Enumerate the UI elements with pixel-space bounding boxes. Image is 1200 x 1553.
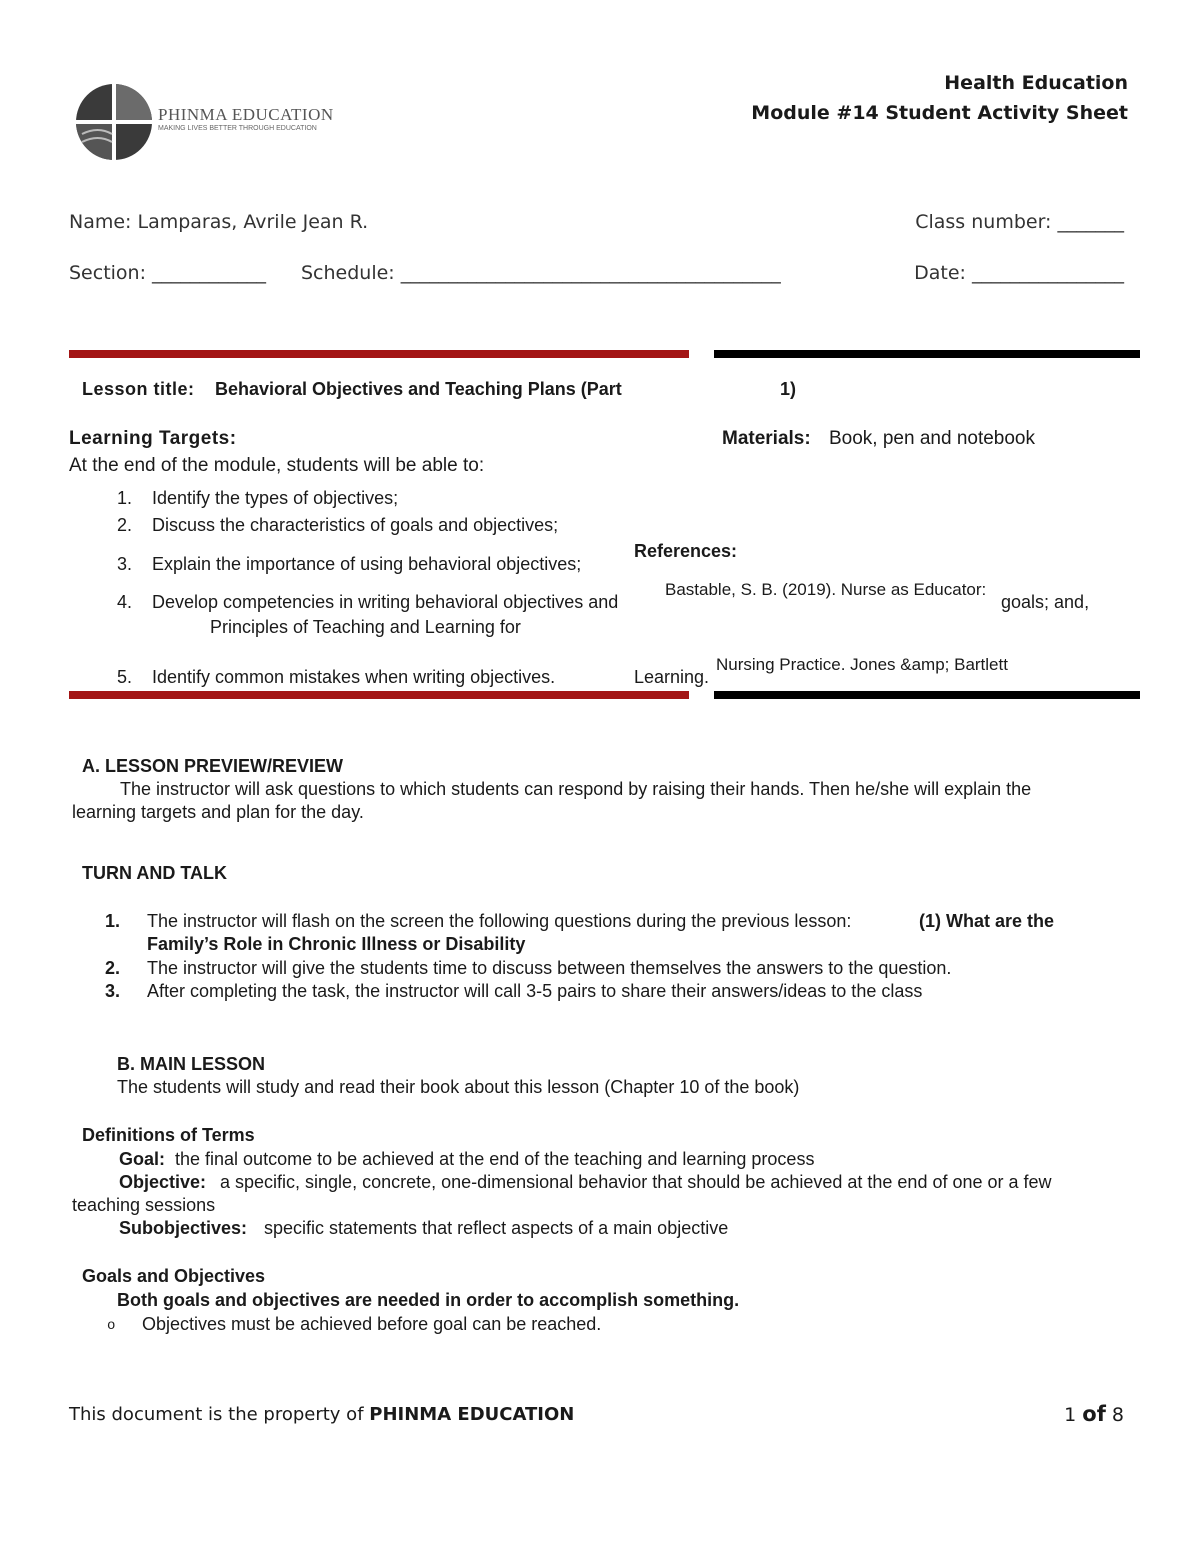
objective-definition: a specific, single, concrete, one-dimensional behavior that should be achieved at the end of one or a few [220, 1172, 1052, 1192]
preview-text: The instructor will ask questions to which students can respond by raising their hands. Then he/she will explain the [120, 779, 1032, 799]
target-number: 2. [117, 515, 133, 535]
references-label: References: [634, 541, 738, 561]
reference-line: Nursing Practice. Jones &amp; Bartlett [716, 655, 1008, 674]
turn-talk-item: The instructor will give the students time to discuss between themselves the answers to the question. [147, 958, 952, 978]
subobjectives-definition: specific statements that reflect aspects of a main objective [264, 1218, 729, 1238]
logo-tagline: MAKING LIVES BETTER THROUGH EDUCATION [158, 125, 317, 132]
targets-intro: At the end of the module, students will be able to: [69, 455, 485, 476]
footer-property [69, 1404, 574, 1426]
page-current: 1 [1064, 1404, 1077, 1426]
goal-definition: the final outcome to be achieved at the end of the teaching and learning process [175, 1149, 815, 1169]
turn-talk-question: (1) What are the [919, 911, 1055, 931]
lesson-title-label: Lesson title: [82, 379, 195, 399]
target-item-continued: Principles of Teaching and Learning for [210, 617, 521, 637]
goals-heading: Goals and Objectives [82, 1266, 266, 1286]
turn-talk-item: After completing the task, the instructor will call 3-5 pairs to share their answers/ideas to the class [147, 981, 923, 1001]
student-name: Name: Lamparas, Avrile Jean R. [69, 211, 369, 233]
preview-heading: A. LESSON PREVIEW/REVIEW [82, 756, 344, 776]
main-lesson-heading: B. MAIN LESSON [117, 1054, 266, 1074]
target-number: 1. [117, 488, 133, 508]
top-red-bar [69, 350, 689, 358]
bottom-black-bar [714, 691, 1140, 699]
objective-definition-continued: teaching sessions [72, 1195, 216, 1215]
target-item: Discuss the characteristics of goals and objectives; [152, 515, 559, 535]
target-item: Explain the importance of using behavioral objectives; [152, 554, 582, 574]
turn-talk-item: The instructor will flash on the screen the following questions during the previous lesson: [147, 911, 852, 931]
target-number: 5. [117, 667, 133, 687]
schedule-field: Schedule: ________________________________________ [301, 262, 781, 284]
turn-talk-number: 1. [105, 911, 121, 931]
target-item: Identify common mistakes when writing objectives. [152, 667, 556, 687]
turn-talk-question-continued: Family’s Role in Chronic Illness or Disability [147, 934, 526, 954]
top-black-bar [714, 350, 1140, 358]
class-number: Class number: _______ [915, 211, 1124, 233]
objective-term: Objective: [119, 1172, 207, 1192]
goal-term: Goal: [119, 1149, 166, 1169]
target-item: Identify the types of objectives; [152, 488, 399, 508]
module-title: Module #14 Student Activity Sheet [751, 102, 1128, 124]
lesson-title-part: 1) [780, 379, 797, 399]
page-number [1064, 1403, 1124, 1426]
materials-label: Materials: [722, 428, 811, 449]
materials-value: Book, pen and notebook [829, 428, 1036, 449]
definitions-heading: Definitions of Terms [82, 1125, 255, 1145]
logo-text: PHINMA EDUCATION [158, 105, 334, 124]
page-total: 8 [1111, 1404, 1124, 1426]
footer-property-text: This document is the property of [69, 1404, 364, 1425]
learning-targets-label: Learning Targets: [69, 428, 237, 449]
turn-talk-number: 2. [105, 958, 121, 978]
subject-title: Health Education [944, 72, 1128, 94]
bullet-icon: o [107, 1318, 116, 1334]
date-field: Date: ________________ [914, 262, 1124, 284]
lesson-title: Behavioral Objectives and Teaching Plans (Part [215, 379, 622, 399]
phinma-logo-icon [74, 82, 154, 162]
main-lesson-text: The students will study and read their book about this lesson (Chapter 10 of the book) [117, 1077, 800, 1097]
goals-bullet: Objectives must be achieved before goal can be reached. [142, 1314, 602, 1334]
target-number: 4. [117, 592, 133, 612]
turn-talk-number: 3. [105, 981, 121, 1001]
footer-org: PHINMA EDUCATION [369, 1404, 575, 1425]
page-of: of [1082, 1402, 1106, 1426]
bottom-red-bar [69, 691, 689, 699]
goals-statement: Both goals and objectives are needed in order to accomplish something. [117, 1290, 740, 1310]
turn-talk-heading: TURN AND TALK [82, 863, 227, 883]
logo [74, 82, 334, 162]
subobjectives-term: Subobjectives: [119, 1218, 248, 1238]
target-number: 3. [117, 554, 133, 574]
target-item-tail: goals; and, [1001, 592, 1090, 612]
learning-word: Learning. [634, 667, 710, 687]
section-field: Section: ____________ [69, 262, 267, 284]
reference-line: Bastable, S. B. (2019). Nurse as Educator: [665, 580, 987, 599]
preview-text-continued: learning targets and plan for the day. [72, 802, 364, 822]
target-item: Develop competencies in writing behavioral objectives and [152, 592, 619, 612]
